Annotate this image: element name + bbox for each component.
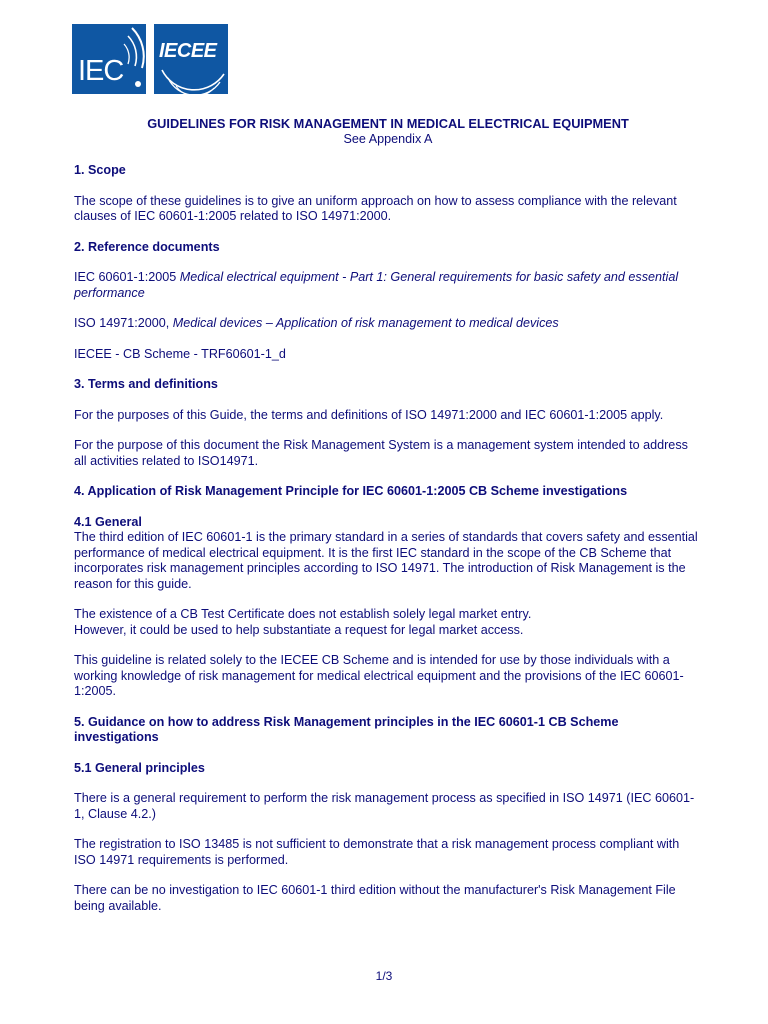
logo-group: [72, 24, 228, 94]
page-number: 1/3: [375, 969, 393, 983]
section-terms-heading: 3. Terms and definitions: [74, 377, 218, 391]
section-general-subheading: 4.1 General: [74, 514, 142, 529]
reference-iec-title: Medical electrical equipment - Part 1: General requirements for basic safety and essential performance: [74, 270, 679, 300]
section-principles-p1: There is a general requirement to perform the risk management process as specified in ISO 14971 (IEC 60601-1, Clause 4.2.): [74, 791, 695, 821]
section-scope-text: The scope of these guidelines is to give an uniform approach on how to assess compliance with the relevant clauses of IEC 60601-1:2005 related to ISO 14971:2000.: [74, 193, 677, 223]
section-references-heading: 2. Reference documents: [74, 239, 220, 254]
section-terms-p2: For the purpose of this document the Risk Management System is a management system intended to address all activities related to ISO14971.: [74, 438, 688, 468]
section-principles-subheading: 5.1 General principles: [74, 760, 205, 775]
iec-logo-text: IEC: [78, 55, 124, 87]
section-general-p1: The third edition of IEC 60601-1 is the primary standard in a series of standards that covers safety and essential performance of medical electrical equipment. It is the first IEC standard in the scope of the CB Scheme that incorporates risk management principles according to ISO 14971. The introduction of Risk Management is the reason for this guide.: [74, 530, 698, 591]
iec-logo: [72, 24, 146, 94]
iecee-logo-text: IECEE: [159, 40, 217, 62]
section-general-p3: This guideline is related solely to the IECEE CB Scheme and is intended for use by those individuals with a working knowledge of risk management for medical electrical equipment and the provisions of the IEC 60601-1:2005.: [74, 653, 684, 698]
iecee-logo: [154, 24, 228, 94]
reference-iso-id: ISO 14971:2000,: [74, 316, 173, 330]
section-guidance-heading: 5. Guidance on how to address Risk Management principles in the IEC 60601-1 CB Scheme investigations: [74, 714, 619, 744]
reference-iso-14971: [74, 316, 702, 332]
section-terms-p1: For the purposes of this Guide, the terms and definitions of ISO 14971:2000 and IEC 60601-1:2005 apply.: [74, 407, 664, 422]
reference-iec-id: IEC 60601-1:2005: [74, 270, 180, 284]
section-principles-p2: The registration to ISO 13485 is not sufficient to demonstrate that a risk management process compliant with ISO 14971 requirements is performed.: [74, 837, 680, 867]
section-scope-heading: 1. Scope: [74, 163, 126, 177]
reference-iso-title: Medical devices – Application of risk management to medical devices: [172, 316, 559, 330]
reference-iecee-cb: IECEE - CB Scheme - TRF60601-1_d: [74, 346, 286, 361]
section-application-heading: 4. Application of Risk Management Principle for IEC 60601-1:2005 CB Scheme investigations: [74, 484, 628, 498]
reference-iec-60601: [74, 270, 702, 301]
section-general-p2-line1: The existence of a CB Test Certificate does not establish solely legal market entry.: [74, 607, 532, 621]
document-subtitle: See Appendix A: [343, 131, 433, 146]
document-title: GUIDELINES FOR RISK MANAGEMENT IN MEDICAL ELECTRICAL EQUIPMENT: [147, 116, 629, 131]
section-principles-p3: There can be no investigation to IEC 60601-1 third edition without the manufacturer's Risk Management File being available.: [74, 883, 676, 913]
section-general-p2-line2: However, it could be used to help substantiate a request for legal market access.: [74, 622, 524, 637]
title-block: [34, 116, 742, 147]
document-body: [74, 116, 702, 914]
